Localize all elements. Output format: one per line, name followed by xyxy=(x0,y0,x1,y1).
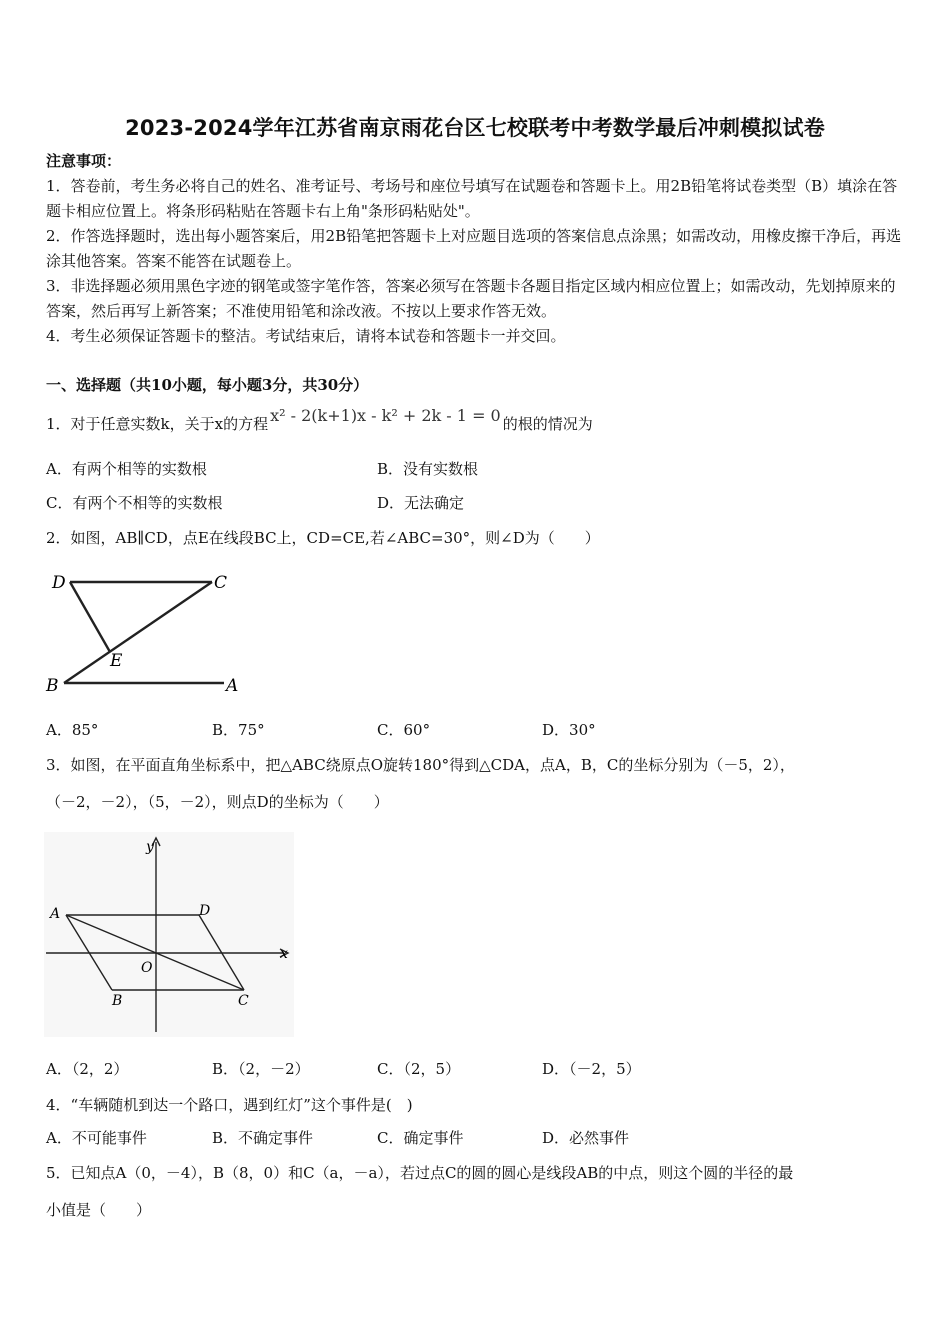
q2-label-b: B xyxy=(46,676,59,696)
q4-option-a: A．不可能事件 xyxy=(46,1129,147,1147)
notice-item-1: 1．答卷前，考生务必将自己的姓名、准考证号、考场号和座位号填写在试题卷和答题卡上。用2B铅笔将试卷类型（B）填涂在答题卡相应位置上。将条形码粘贴在答题卡右上角"条形码粘贴处"。 xyxy=(46,177,898,220)
q1-text-after: 的根的情况为 xyxy=(502,415,593,433)
q3-label-a: A xyxy=(50,906,61,922)
q2-figure xyxy=(40,568,250,698)
q2-option-c: C．60° xyxy=(377,721,431,739)
q2-stem: 2．如图，AB∥CD，点E在线段BC上，CD=CE,若∠ABC=30°，则∠D为（ ） xyxy=(46,529,600,547)
q3-label-o: O xyxy=(141,960,153,976)
q4-option-c: C．确定事件 xyxy=(377,1129,464,1147)
q3-option-b: B．（2，－2） xyxy=(212,1060,310,1078)
q1-option-c: C．有两个不相等的实数根 xyxy=(46,494,223,512)
q3-stem-line2: （－2，－2），（5，－2），则点D的坐标为（ ） xyxy=(46,793,389,811)
q4-option-b: B．不确定事件 xyxy=(212,1129,314,1147)
notice-heading: 注意事项： xyxy=(46,152,122,170)
q5-stem-line1: 5．已知点A（0，－4），B（8，0）和C（a，－a），若过点C的圆的圆心是线段AB的中点，则这个圆的半径的最 xyxy=(46,1164,794,1182)
notice-item-3: 3．非选择题必须用黑色字迹的钢笔或签字笔作答，答案必须写在答题卡各题目指定区域内相应位置上；如需改动，先划掉原来的答案，然后再写上新答案；不准使用铅笔和涂改液。不按以上要求作答无效。 xyxy=(46,277,896,320)
q2-option-d: D．30° xyxy=(542,721,596,739)
q3-option-c: C．（2，5） xyxy=(377,1060,461,1078)
q2-label-c: C xyxy=(214,573,228,593)
q2-option-b: B．75° xyxy=(212,721,265,739)
q3-label-d: D xyxy=(199,903,211,919)
q2-label-e: E xyxy=(110,651,123,671)
q3-label-b: B xyxy=(112,993,123,1009)
q1-option-d: D．无法确定 xyxy=(377,494,465,512)
q3-label-x: x xyxy=(280,946,288,962)
q3-figure-background xyxy=(44,832,294,1037)
q1-option-a: A．有两个相等的实数根 xyxy=(46,460,207,478)
q2-label-a: A xyxy=(226,676,239,696)
q2-segment-de xyxy=(70,582,110,652)
q1-option-b: B．没有实数根 xyxy=(377,460,479,478)
notice-item-4: 4．考生必须保证答题卡的整洁。考试结束后，请将本试卷和答题卡一并交回。 xyxy=(46,327,566,345)
q5-stem-line2: 小值是（ ） xyxy=(46,1201,152,1219)
q3-label-y: y xyxy=(146,839,154,855)
section-heading: 一、选择题（共10小题，每小题3分，共30分） xyxy=(46,376,369,394)
q3-option-a: A．（2，2） xyxy=(46,1060,129,1078)
page-title: 2023-2024学年江苏省南京雨花台区七校联考中考数学最后冲刺模拟试卷 xyxy=(125,116,825,140)
q2-label-d: D xyxy=(52,573,66,593)
q2-segment-cb xyxy=(64,582,212,683)
q1-text-before: 1．对于任意实数k，关于x的方程 xyxy=(46,415,269,433)
q3-stem-line1: 3．如图，在平面直角坐标系中，把△ABC绕原点O旋转180°得到△CDA，点A，B，C的坐标分别为（－5，2）， xyxy=(46,756,795,774)
q1-stem xyxy=(46,406,593,437)
notice-item-2: 2．作答选择题时，选出每小题答案后，用2B铅笔把答题卡上对应题目选项的答案信息点涂黑；如需改动，用橡皮擦干净后，再选涂其他答案。答案不能答在试题卷上。 xyxy=(46,227,902,270)
q4-stem: 4．“车辆随机到达一个路口，遇到红灯”这个事件是( ) xyxy=(46,1096,413,1114)
q3-label-c: C xyxy=(238,993,249,1009)
q4-option-d: D．必然事件 xyxy=(542,1129,630,1147)
q2-option-a: A．85° xyxy=(46,721,99,739)
q3-option-d: D．（－2，5） xyxy=(542,1060,641,1078)
q3-figure xyxy=(44,832,294,1037)
q1-equation: x² - 2(k+1)x - k² + 2k - 1 = 0 xyxy=(270,406,501,425)
